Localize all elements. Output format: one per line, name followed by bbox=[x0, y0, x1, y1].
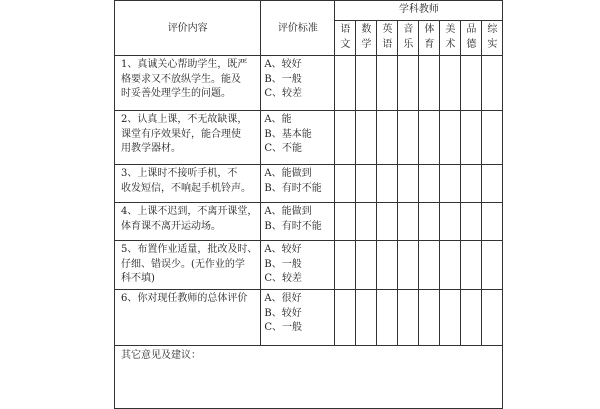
rating-cell[interactable] bbox=[482, 56, 503, 111]
evaluation-content bbox=[115, 56, 261, 111]
rating-cell[interactable] bbox=[482, 241, 503, 290]
rating-cell[interactable] bbox=[419, 241, 440, 290]
subject-char: 育 bbox=[424, 38, 435, 50]
rating-cell[interactable] bbox=[356, 111, 377, 165]
rating-cell[interactable] bbox=[440, 56, 461, 111]
criteria-option: B、一般 bbox=[264, 73, 302, 85]
criteria-option: C、较差 bbox=[264, 273, 303, 284]
subject-header-1 bbox=[335, 21, 356, 56]
content-line: 6、你对现任教师的总体评价 bbox=[121, 293, 248, 304]
standard-column-header: 评价标准 bbox=[261, 1, 335, 56]
evaluation-content bbox=[115, 290, 261, 346]
rating-cell[interactable] bbox=[377, 56, 398, 111]
other-suggestions-cell[interactable] bbox=[115, 346, 503, 409]
evaluation-row bbox=[115, 56, 503, 111]
rating-cell[interactable] bbox=[419, 203, 440, 241]
subject-char: 实 bbox=[487, 38, 498, 50]
criteria-option: C、较差 bbox=[264, 88, 303, 99]
evaluation-content bbox=[115, 241, 261, 290]
header-row bbox=[115, 1, 503, 21]
content-line: 3、上课时不接听手机，不 bbox=[121, 168, 238, 179]
rating-cell[interactable] bbox=[461, 290, 482, 346]
rating-cell[interactable] bbox=[440, 203, 461, 241]
rating-cell[interactable] bbox=[461, 203, 482, 241]
evaluation-row bbox=[115, 241, 503, 290]
subject-header-3 bbox=[377, 21, 398, 56]
rating-cell[interactable] bbox=[461, 165, 482, 203]
subject-char: 学 bbox=[361, 38, 372, 50]
content-line: 时妥善处理学生的问题。 bbox=[121, 88, 231, 99]
rating-cell[interactable] bbox=[419, 111, 440, 165]
criteria-option: A、能 bbox=[264, 114, 292, 125]
rating-cell[interactable] bbox=[440, 241, 461, 290]
rating-cell[interactable] bbox=[335, 56, 356, 111]
rating-cell[interactable] bbox=[482, 203, 503, 241]
content-line: 4、上课不迟到，不离开课堂， bbox=[121, 206, 258, 217]
content-line: 5、布置作业适量，批改及时、 bbox=[121, 244, 258, 255]
subject-char: 品 bbox=[466, 24, 477, 35]
subject-header-4 bbox=[398, 21, 419, 56]
teachers-column-header: 学科教师 bbox=[335, 1, 503, 21]
rating-cell[interactable] bbox=[335, 111, 356, 165]
rating-cell[interactable] bbox=[440, 290, 461, 346]
rating-cell[interactable] bbox=[356, 165, 377, 203]
rating-cell[interactable] bbox=[335, 241, 356, 290]
rating-cell[interactable] bbox=[398, 203, 419, 241]
criteria-option: A、能做到 bbox=[264, 168, 312, 179]
rating-cell[interactable] bbox=[356, 56, 377, 111]
evaluation-criteria bbox=[261, 56, 335, 111]
content-line: 课堂有序效果好，能合理使 bbox=[121, 128, 241, 140]
subject-char: 语 bbox=[382, 38, 393, 50]
criteria-option: B、较好 bbox=[264, 307, 302, 319]
rating-cell[interactable] bbox=[419, 56, 440, 111]
subject-header-5 bbox=[419, 21, 440, 56]
rating-cell[interactable] bbox=[482, 290, 503, 346]
rating-cell[interactable] bbox=[377, 241, 398, 290]
subject-header-6 bbox=[440, 21, 461, 56]
rating-cell[interactable] bbox=[398, 56, 419, 111]
rating-cell[interactable] bbox=[398, 241, 419, 290]
evaluation-content bbox=[115, 203, 261, 241]
rating-cell[interactable] bbox=[335, 165, 356, 203]
rating-cell[interactable] bbox=[356, 241, 377, 290]
content-line: 1、真诚关心帮助学生，既严 bbox=[121, 59, 248, 70]
subject-char: 综 bbox=[487, 24, 498, 35]
rating-cell[interactable] bbox=[440, 165, 461, 203]
evaluation-criteria bbox=[261, 111, 335, 165]
other-suggestions-label: 其它意见及建议： bbox=[121, 350, 201, 361]
rating-cell[interactable] bbox=[377, 203, 398, 241]
subject-char: 术 bbox=[445, 38, 456, 50]
subject-char: 体 bbox=[424, 24, 435, 35]
criteria-option: A、能做到 bbox=[264, 206, 312, 217]
evaluation-content bbox=[115, 111, 261, 165]
evaluation-criteria bbox=[261, 290, 335, 346]
criteria-option: C、不能 bbox=[264, 143, 303, 154]
criteria-option: C、一般 bbox=[264, 322, 303, 333]
content-line: 体育课不离开运动场。 bbox=[121, 220, 221, 232]
rating-cell[interactable] bbox=[356, 203, 377, 241]
subject-header-8 bbox=[482, 21, 503, 56]
evaluation-criteria bbox=[261, 241, 335, 290]
criteria-option: A、较好 bbox=[264, 244, 302, 255]
subject-char: 美 bbox=[445, 24, 456, 35]
rating-cell[interactable] bbox=[461, 56, 482, 111]
rating-cell[interactable] bbox=[377, 111, 398, 165]
content-column-header: 评价内容 bbox=[115, 1, 261, 56]
content-line: 科不填) bbox=[121, 273, 155, 284]
criteria-option: B、有时不能 bbox=[264, 220, 322, 232]
evaluation-content bbox=[115, 165, 261, 203]
evaluation-row bbox=[115, 290, 503, 346]
subject-header-7 bbox=[461, 21, 482, 56]
content-line: 格要求又不放纵学生。能及 bbox=[121, 73, 241, 85]
criteria-option: B、基本能 bbox=[264, 128, 312, 140]
rating-cell[interactable] bbox=[356, 290, 377, 346]
rating-cell[interactable] bbox=[335, 203, 356, 241]
rating-cell[interactable] bbox=[398, 290, 419, 346]
evaluation-criteria bbox=[261, 165, 335, 203]
rating-cell[interactable] bbox=[398, 165, 419, 203]
content-line: 用教学器材。 bbox=[121, 143, 181, 154]
content-line: 仔细、错误少。(无作业的学 bbox=[121, 258, 245, 270]
rating-cell[interactable] bbox=[419, 290, 440, 346]
subject-char: 乐 bbox=[403, 38, 414, 50]
rating-cell[interactable] bbox=[398, 111, 419, 165]
criteria-option: B、有时不能 bbox=[264, 182, 322, 194]
criteria-option: A、较好 bbox=[264, 59, 302, 70]
subject-char: 数 bbox=[361, 24, 372, 35]
subject-char: 文 bbox=[340, 38, 351, 50]
rating-cell[interactable] bbox=[482, 111, 503, 165]
criteria-option: A、很好 bbox=[264, 293, 302, 304]
rating-cell[interactable] bbox=[377, 165, 398, 203]
criteria-option: B、一般 bbox=[264, 258, 302, 270]
content-line: 收发短信，不响起手机铃声。 bbox=[121, 182, 251, 194]
rating-cell[interactable] bbox=[377, 290, 398, 346]
rating-cell[interactable] bbox=[461, 241, 482, 290]
evaluation-row bbox=[115, 111, 503, 165]
evaluation-criteria bbox=[261, 203, 335, 241]
subject-char: 英 bbox=[382, 24, 393, 35]
rating-cell[interactable] bbox=[335, 290, 356, 346]
rating-cell[interactable] bbox=[461, 111, 482, 165]
other-suggestions-row bbox=[115, 346, 503, 409]
subject-header-2 bbox=[356, 21, 377, 56]
subject-char: 德 bbox=[466, 38, 477, 50]
subject-char: 音 bbox=[403, 24, 414, 35]
rating-cell[interactable] bbox=[419, 165, 440, 203]
rating-cell[interactable] bbox=[482, 165, 503, 203]
content-line: 2、认真上课，不无故缺课， bbox=[121, 114, 248, 125]
teacher-evaluation-table bbox=[114, 0, 503, 409]
evaluation-row bbox=[115, 203, 503, 241]
subject-char: 语 bbox=[340, 24, 351, 35]
rating-cell[interactable] bbox=[440, 111, 461, 165]
evaluation-row bbox=[115, 165, 503, 203]
